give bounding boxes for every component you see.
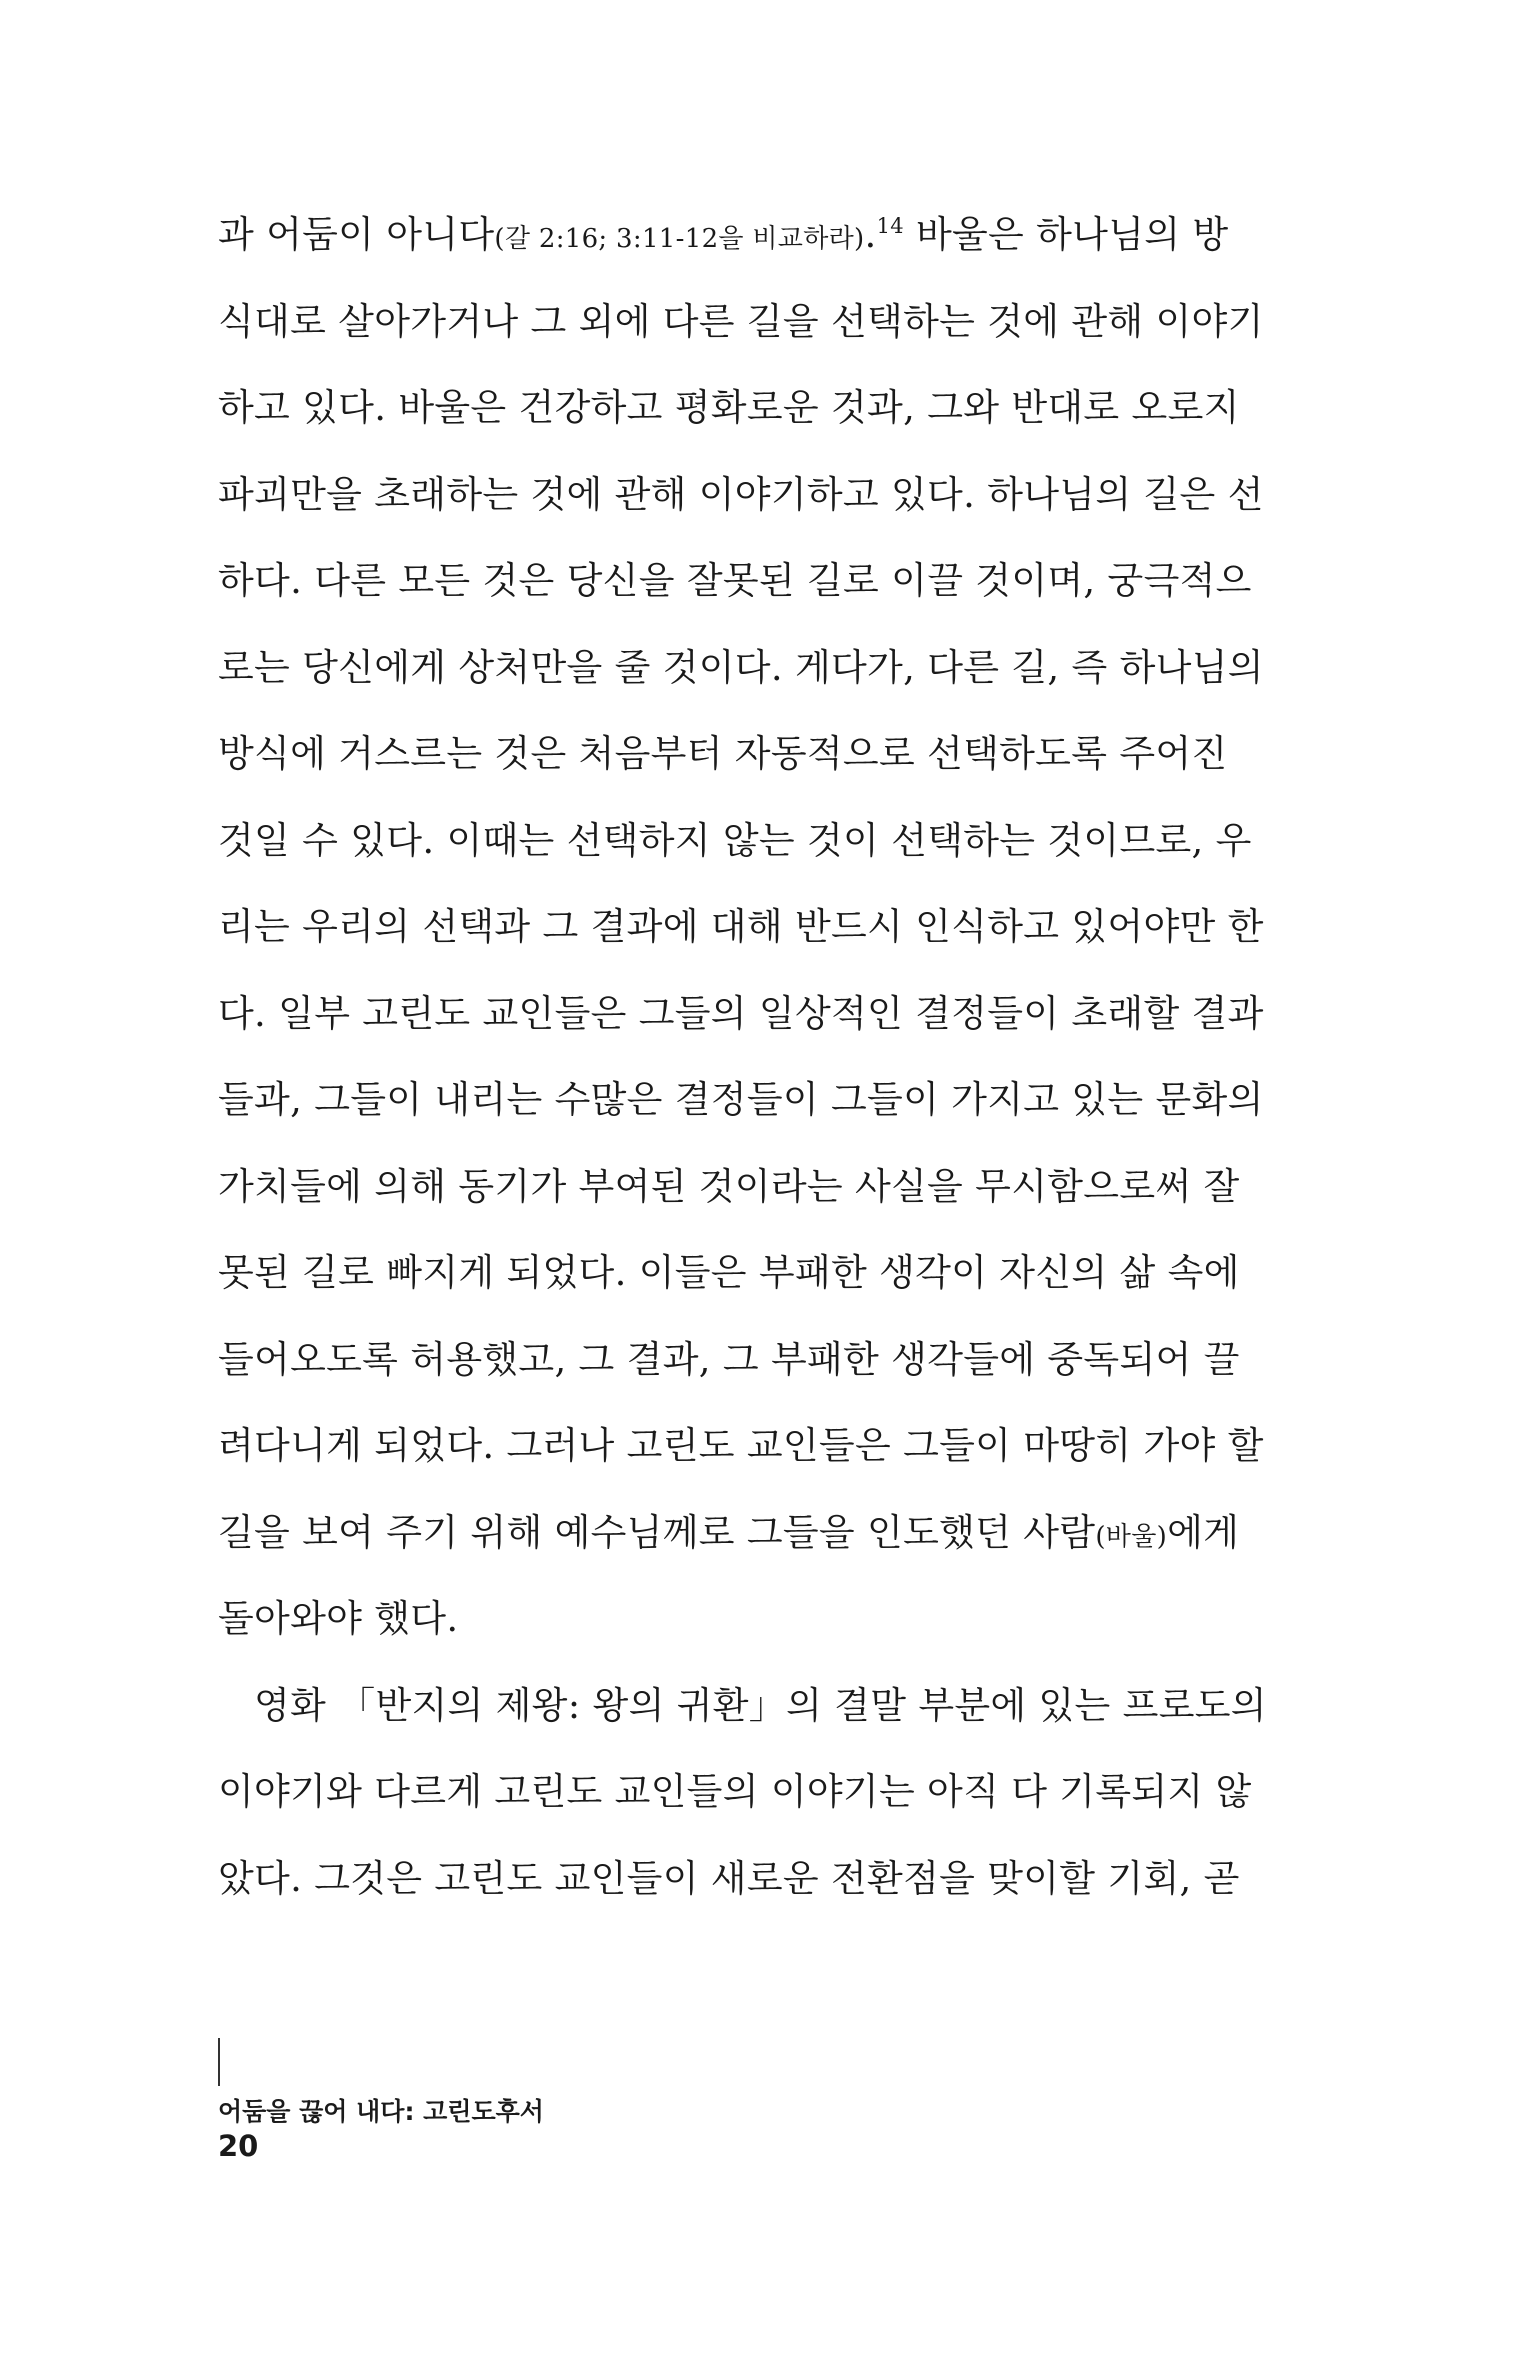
footnote-marker[interactable]: 14	[876, 214, 904, 238]
text-line: 파괴만을 초래하는 것에 관해 이야기하고 있다. 하나님의 길은 선	[218, 472, 1264, 516]
paragraph-start-line: 영화 「반지의 제왕: 왕의 귀환」의 결말 부분에 있는 프로도의	[254, 1683, 1267, 1727]
running-footer-title: 어둠을 끊어 내다: 고린도후서	[218, 2097, 544, 2126]
text-line: 돌아와야 했다.	[218, 1597, 459, 1640]
text-line: 았다. 그것은 고린도 교인들이 새로운 전환점을 맞이할 기회, 곧	[218, 1856, 1240, 1900]
text-line: 들과, 그들이 내리는 수많은 결정들이 그들이 가지고 있는 문화의	[218, 1078, 1264, 1121]
text-line: 가치들에 의해 동기가 부여된 것이라는 사실을 무시함으로써 잘	[218, 1164, 1240, 1208]
text-line: 식대로 살아가거나 그 외에 다른 길을 선택하는 것에 관해 이야기	[218, 299, 1264, 343]
text-line: 하다. 다른 모든 것은 당신을 잘못된 길로 이끌 것이며, 궁극적으	[218, 559, 1252, 602]
text-line: 다. 일부 고린도 교인들은 그들의 일상적인 결정들이 초래할 결과	[218, 991, 1264, 1035]
text-line: 하고 있다. 바울은 건강하고 평화로운 것과, 그와 반대로 오로지	[218, 386, 1240, 429]
text-line: 방식에 거스르는 것은 처음부터 자동적으로 선택하도록 주어진	[218, 732, 1228, 775]
parenthetical-note: (바울)	[1095, 1521, 1168, 1552]
text-line: 길을 보여 주기 위해 예수님께로 그들을 인도했던 사람(바울)에게	[218, 1510, 1240, 1554]
page-number: 20	[218, 2129, 259, 2163]
text-line: 리는 우리의 선택과 그 결과에 대해 반드시 인식하고 있어야만 한	[218, 905, 1264, 948]
footer-divider	[218, 2038, 220, 2086]
text-line: 못된 길로 빠지게 되었다. 이들은 부패한 생각이 자신의 삶 속에	[218, 1251, 1240, 1294]
scripture-reference: (갈 2:16; 3:11-12을 비교하라)	[494, 224, 865, 254]
page-footer	[218, 2038, 544, 2164]
text-line: 려다니게 되었다. 그러나 고린도 교인들은 그들이 마땅히 가야 할	[218, 1424, 1264, 1467]
text-line: 로는 당신에게 상처만을 줄 것이다. 게다가, 다른 길, 즉 하나님의	[218, 645, 1264, 689]
body-text	[218, 192, 1278, 1922]
text-line: 이야기와 다르게 고린도 교인들의 이야기는 아직 다 기록되지 않	[218, 1770, 1252, 1813]
text-line: 것일 수 있다. 이때는 선택하지 않는 것이 선택하는 것이므로, 우	[218, 818, 1252, 862]
text-line: 들어오도록 허용했고, 그 결과, 그 부패한 생각들에 중독되어 끌	[218, 1337, 1240, 1381]
text-line: 과 어둠이 아니다(갈 2:16; 3:11-12을 비교하라).$^{14}$ 바울은 하나님의 방	[218, 213, 1229, 256]
